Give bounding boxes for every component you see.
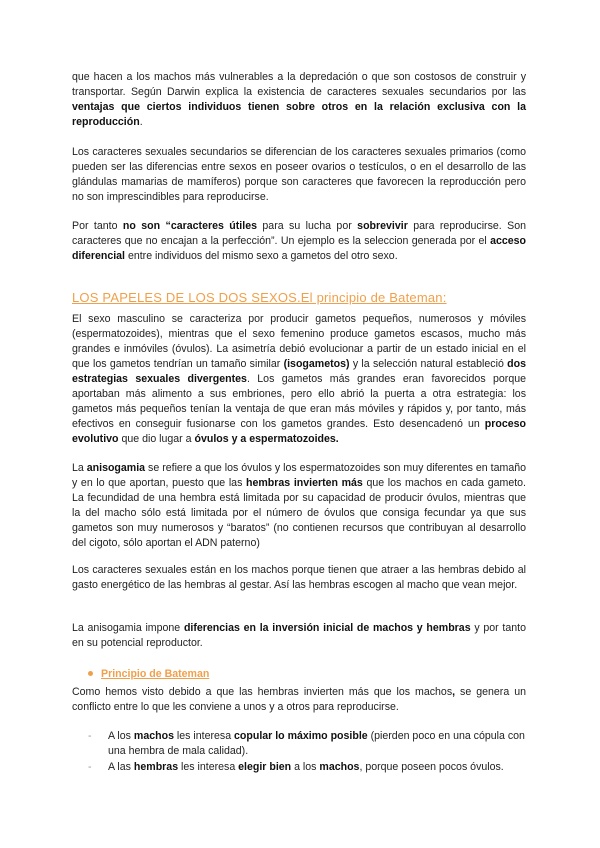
text-span: entre individuos del mismo sexo a gametos del otro sexo. (125, 250, 398, 262)
text-span: a los (291, 761, 320, 773)
bold-span: proceso evolutivo (72, 418, 526, 445)
text-span: A las (108, 761, 134, 773)
bold-span: hembras invierten más (246, 477, 363, 489)
section-heading: LOS PAPELES DE LOS DOS SEXOS.El principio de Bateman: (72, 290, 447, 305)
paragraph-secondary-vs-primary (72, 145, 526, 205)
text-span: se refiere a que los óvulos y los espermatozoides son muy diferentes en tamaño y en lo que aportan, puesto que las (72, 462, 526, 489)
text-span: Los caracteres sexuales están en los machos porque tienen que atraer a las hembras debido al gasto energético de las hembras al gestar. Así las hembras escogen al macho que vean mejor. (72, 564, 526, 591)
bold-span: hembras (133, 761, 179, 773)
text-span: La anisogamia impone (72, 622, 184, 634)
bold-span: diferencias en la inversión inicial de machos y hembras (183, 622, 471, 634)
dash-marker: - (88, 730, 92, 742)
paragraph-not-useful-traits (72, 219, 526, 264)
text-span: que dio lugar a (118, 433, 195, 445)
list-item-text (108, 729, 528, 759)
list-item-machos (88, 729, 528, 759)
bold-span: , (452, 686, 456, 698)
text-span: Por tanto (72, 220, 123, 232)
text-span: les interesa (178, 761, 239, 773)
paragraph-sexual-traits-males (72, 563, 526, 593)
paragraph-anisogamia (72, 461, 526, 551)
list-item-text (108, 760, 528, 775)
text-span: que los machos en cada gameto. La fecundidad de una hembra está limitada por su capacidad de producir óvulos, mientras que la del macho sólo está limitada por el número de óvulos que consiga fecundar ya que sus gametos son muy numerosos y “baratos” (no contienen recursos que contribuyan al desarrollo del cigoto, sólo aportan el ADN paterno) (72, 477, 526, 549)
text-span: que hacen a los machos más vulnerables a la depredación o que son costosos de construir y transportar. Según Darwin explica la existencia de caracteres sexuales secundarios por las (72, 71, 526, 98)
bold-span: no son “caracteres útiles (122, 220, 257, 232)
bold-span: anisogamia (86, 462, 146, 474)
text-span: , porque poseen pocos óvulos. (359, 761, 504, 773)
text-span: El sexo masculino se caracteriza por producir gametos pequeños, numerosos y móviles (espermatozoides), mientras que el sexo femenino produce gametos escasos, mucho más grandes e inmóviles (óvulos). La asimetría debió evolucionar a partir de un estado inicial en el que los gametos tendrían un tamaño similar (72, 313, 526, 370)
paragraph-anisogamia-impone (72, 621, 526, 651)
bold-span: ventajas que ciertos individuos tienen sobre otros en la relación exclusiva con la reproducción (72, 101, 526, 128)
text-span: Como hemos visto debido a que las hembras invierten más que los machos (72, 686, 453, 698)
bullet-dot-icon (88, 671, 93, 676)
text-span: para su lucha por (256, 220, 358, 232)
bold-span: (isogametos) (283, 358, 350, 370)
paragraph-conflict (72, 685, 526, 715)
bateman-bullet (88, 667, 209, 682)
list-item-hembras (88, 760, 528, 775)
bold-span: machos (319, 761, 360, 773)
bold-span: sobrevivir (357, 220, 408, 232)
text-span: y la selección natural estableció (349, 358, 508, 370)
bold-span: acceso diferencial (72, 235, 526, 262)
text-span: A los (108, 730, 134, 742)
text-span: se genera un conflicto entre lo que les conviene a unos y a otros para reproducirse. (72, 686, 526, 713)
text-span: y por tanto en su potencial reproductor. (72, 622, 526, 649)
text-span: La (72, 462, 87, 474)
text-span: . Los gametos más grandes eran favorecidos porque aportaban más alimento a sus embriones, pero ello abrió la puerta a otra estrategia: los gametos más pequeños tenían la ventaja de que eran más móviles y rápidos y, por tanto, más efectivos en conseguir fusionarse con los gametos grandes. Esto desencadenó un (72, 373, 526, 430)
text-span: . (139, 116, 143, 128)
text-span: para reproducirse. Son caracteres que no encajan a la perfección”. Un ejemplo es la seleccion generada por el (72, 220, 526, 247)
dash-marker: - (88, 761, 92, 773)
bold-span: elegir bien (238, 761, 292, 773)
bold-span: copular lo máximo posible (234, 730, 368, 742)
text-span: Los caracteres sexuales secundarios se diferencian de los caracteres sexuales primarios (como pueden ser las diferencias entre sexos en poseer ovarios o testículos, o en el desarrollo de las glándulas mamarias de mamíferos) porque son caracteres que favorecen la reproducción pero no son imprescindibles para reproducirse. (72, 146, 526, 203)
bold-span: óvulos y a espermatozoides. (194, 433, 339, 445)
paragraph-darwin-secondary-traits (72, 70, 526, 130)
bold-span: dos estrategias sexuales divergentes (72, 358, 526, 385)
bullet-label: Principio de Bateman (101, 668, 210, 680)
paragraph-gametes (72, 312, 526, 447)
text-span: les interesa (173, 730, 235, 742)
bold-span: machos (133, 730, 174, 742)
text-span: (pierden poco en una cópula con una hembra de mala calidad). (108, 730, 525, 757)
